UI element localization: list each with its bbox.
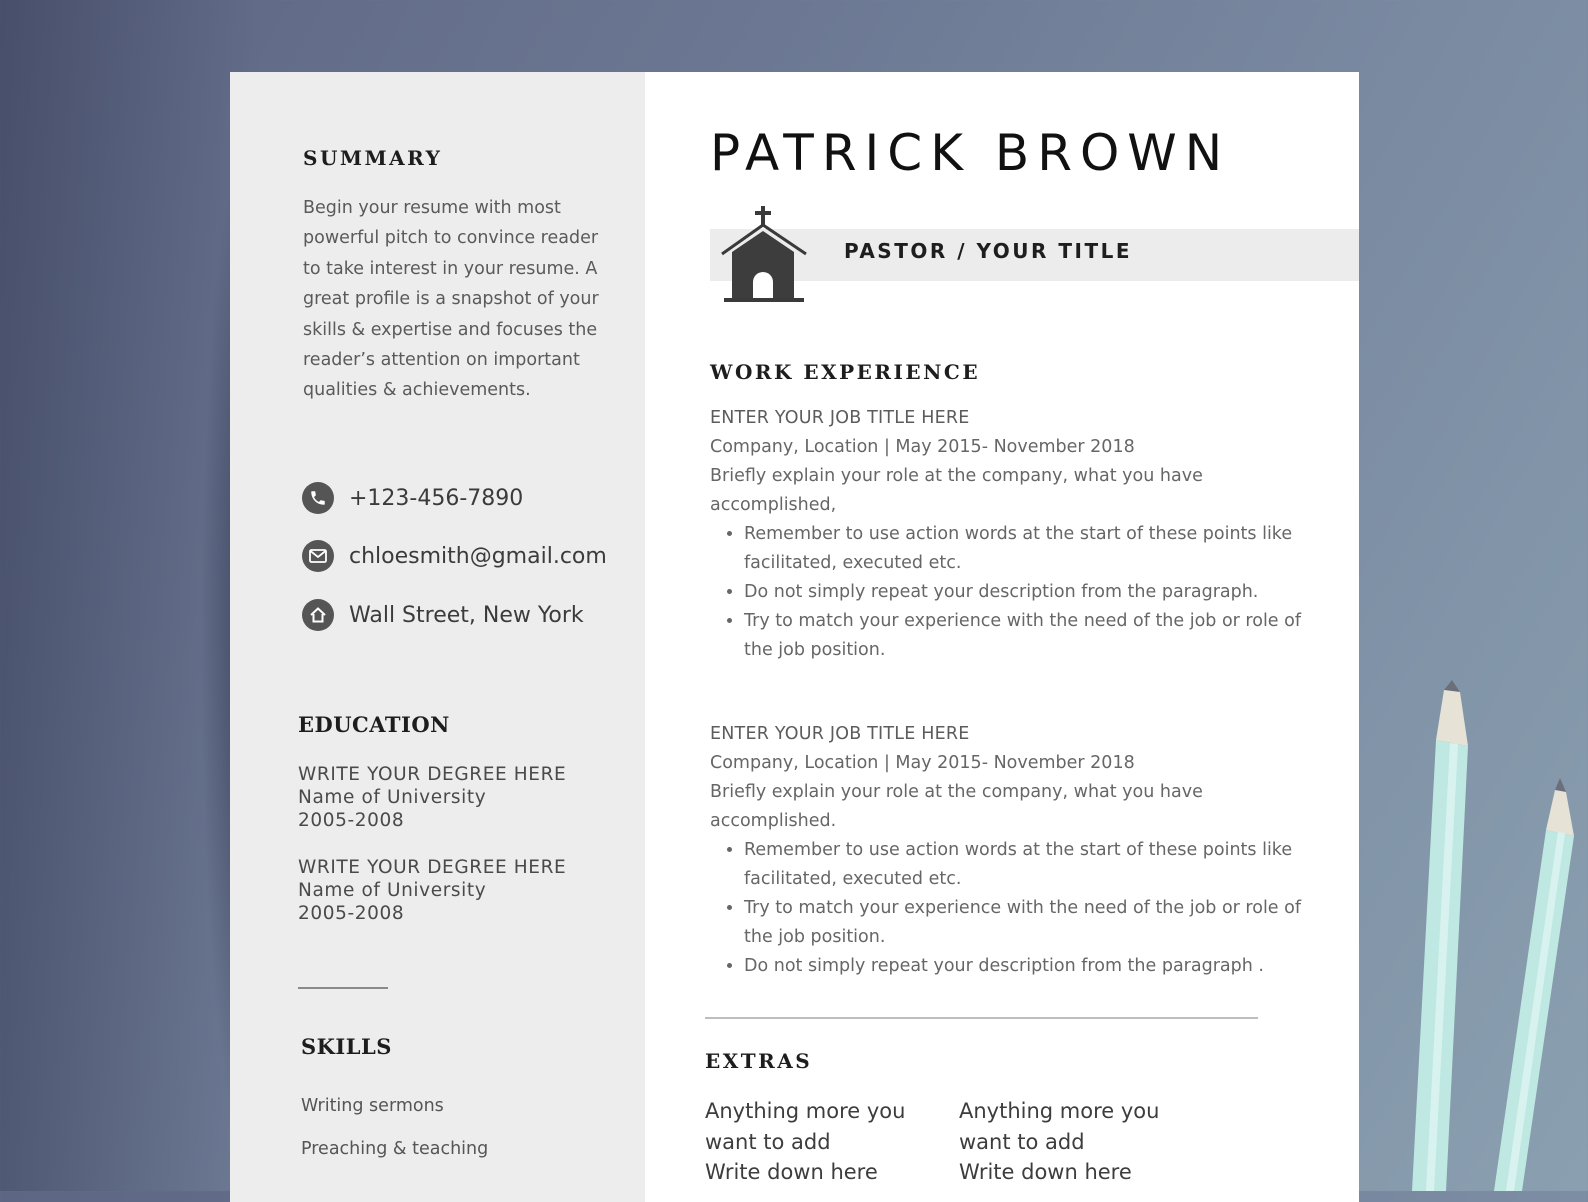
university: Name of University <box>298 787 487 808</box>
degree: WRITE YOUR DEGREE HERE <box>298 764 567 785</box>
years: 2005-2008 <box>298 903 405 924</box>
home-icon <box>302 599 334 631</box>
extra-line: Anything more you <box>959 1099 1160 1123</box>
job-title: PASTOR / YOUR TITLE <box>844 239 1132 263</box>
skill-item: Writing sermons <box>301 1096 444 1116</box>
extras-heading: EXTRAS <box>705 1049 813 1073</box>
job-entry <box>710 404 1310 665</box>
education-heading: EDUCATION <box>298 712 450 737</box>
job-bullet: • Do not simply repeat your description from the paragraph. <box>744 578 1310 607</box>
extra-item <box>705 1096 935 1188</box>
address-text: Wall Street, New York <box>349 602 584 628</box>
work-experience-heading: WORK EXPERIENCE <box>710 360 981 384</box>
pencil-decoration <box>1410 680 1588 1191</box>
university: Name of University <box>298 880 487 901</box>
email-text: chloesmith@gmail.com <box>349 543 607 569</box>
job-entry-bullets <box>710 836 1310 981</box>
job-bullet: • Try to match your experience with the need of the job or role of the job position. <box>744 894 1310 952</box>
contact-phone <box>302 482 523 514</box>
years: 2005-2008 <box>298 810 405 831</box>
resume-page <box>230 72 1359 1202</box>
job-entry-title: ENTER YOUR JOB TITLE HERE <box>710 408 970 428</box>
phone-icon <box>302 482 334 514</box>
mail-icon <box>302 540 334 572</box>
job-entry-company: Company, Location | May 2015- November 2018 <box>710 437 1135 457</box>
contact-address <box>302 599 584 631</box>
job-entry <box>710 720 1310 981</box>
summary-text: Begin your resume with most powerful pitch to convince reader to take interest in your resume. A great profile is a snapshot of your skills & expertise and focuses the reader’s attention on important qualities & achievements. <box>303 198 599 401</box>
candidate-name: PATRICK BROWN <box>710 124 1231 182</box>
church-icon <box>720 204 812 304</box>
job-entry-company: Company, Location | May 2015- November 2018 <box>710 753 1135 773</box>
skill-item: Preaching & teaching <box>301 1139 489 1159</box>
job-bullet: • Do not simply repeat your description from the paragraph . <box>744 952 1310 981</box>
extra-line: want to add <box>959 1129 1085 1154</box>
job-entry-bullets <box>710 520 1310 665</box>
contact-email <box>302 540 607 572</box>
phone-text: +123-456-7890 <box>349 485 524 511</box>
job-bullet: • Remember to use action words at the start of these points like facilitated, executed etc. <box>744 836 1310 894</box>
extra-item <box>959 1096 1189 1188</box>
education-entry <box>298 856 566 925</box>
skills-heading: SKILLS <box>301 1034 392 1059</box>
summary-heading: SUMMARY <box>303 146 443 170</box>
sidebar-divider <box>298 987 388 989</box>
job-bullet: • Try to match your experience with the need of the job or role of the job position. <box>744 607 1310 665</box>
job-entry-description: Briefly explain your role at the company, what you have accomplished, <box>710 466 1203 515</box>
education-entry <box>298 763 566 832</box>
extra-line: want to add <box>705 1129 831 1154</box>
extra-line: Write down here <box>959 1160 1132 1184</box>
job-entry-title: ENTER YOUR JOB TITLE HERE <box>710 724 970 744</box>
job-entry-description: Briefly explain your role at the company, what you have accomplished. <box>710 782 1203 831</box>
resume-sidebar <box>230 72 645 1202</box>
extra-line: Write down here <box>705 1160 878 1184</box>
extra-line: Anything more you <box>705 1099 906 1123</box>
job-bullet: • Remember to use action words at the start of these points like facilitated, executed etc. <box>744 520 1310 578</box>
degree: WRITE YOUR DEGREE HERE <box>298 857 567 878</box>
section-divider <box>705 1017 1258 1019</box>
